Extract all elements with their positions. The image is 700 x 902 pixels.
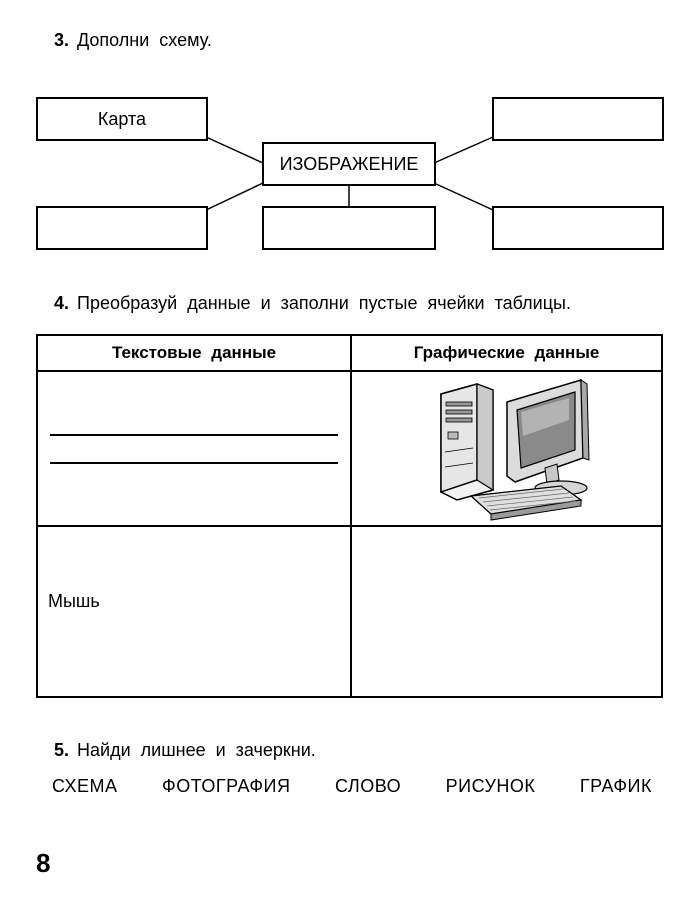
task3-number: 3. xyxy=(54,30,70,50)
word-item[interactable]: СХЕМА xyxy=(52,776,118,796)
page-number: 8 xyxy=(36,848,51,878)
header-graphic-data: Графические данные xyxy=(413,343,600,362)
cell-graphic-empty[interactable] xyxy=(352,527,661,696)
task5-title xyxy=(54,740,316,761)
scheme-box-top-right[interactable] xyxy=(492,97,664,141)
data-table xyxy=(36,334,663,698)
answer-line-1[interactable] xyxy=(50,434,338,436)
task4-number: 4. xyxy=(54,293,70,313)
word-item[interactable]: ФОТОГРАФИЯ xyxy=(162,776,291,796)
scheme-center-box xyxy=(262,142,436,186)
word-item[interactable]: РИСУНОК xyxy=(445,776,536,796)
cell-text-mouse: Мышь xyxy=(48,591,100,611)
scheme-box-bottom-center[interactable] xyxy=(262,206,436,250)
word-item[interactable]: СЛОВО xyxy=(334,776,402,796)
task3-text: Дополни схему. xyxy=(77,30,212,50)
scheme-box-label: Карта xyxy=(97,108,147,129)
scheme-center-label: ИЗОБРАЖЕНИЕ xyxy=(279,153,419,174)
scheme-box-top-left[interactable] xyxy=(36,97,208,141)
word-item[interactable]: ГРАФИК xyxy=(579,776,652,796)
header-text-data: Текстовые данные xyxy=(111,343,277,362)
task4-text: Преобразуй данные и заполни пустые ячейки таблицы. xyxy=(77,293,571,313)
task4-title xyxy=(54,293,571,314)
answer-line-2[interactable] xyxy=(50,462,338,464)
scheme-box-bottom-left[interactable] xyxy=(36,206,208,250)
computer-icon xyxy=(433,372,593,522)
scheme-box-bottom-right[interactable] xyxy=(492,206,664,250)
task5-number: 5. xyxy=(54,740,70,760)
word-list xyxy=(52,776,652,797)
task5-text: Найди лишнее и зачеркни. xyxy=(77,740,316,760)
